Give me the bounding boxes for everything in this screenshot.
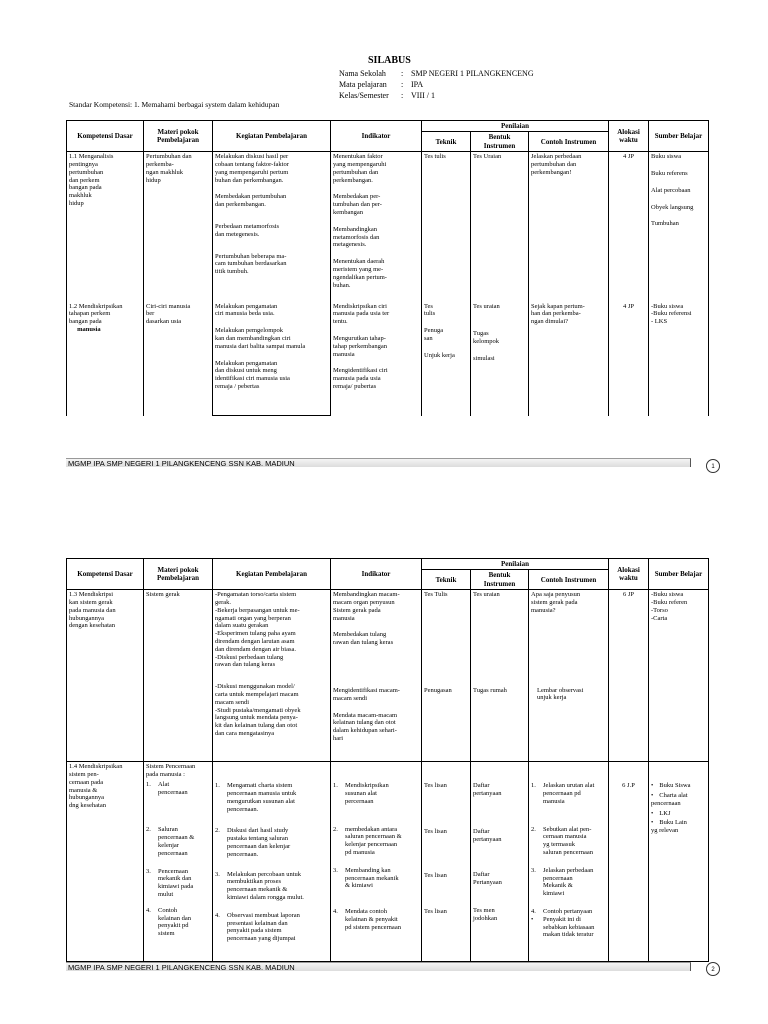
materi-cell — [144, 152, 213, 302]
bentuk-item: Daftar pertanyaan — [473, 827, 502, 843]
teknik-item: Tes Tulis — [424, 591, 448, 599]
sumber-item: Obyek langsung — [651, 203, 694, 211]
page-1 — [0, 0, 768, 480]
kegiatan-item: -Pengamatan torso/carta sistem gerak. -Bekerja berpasangan untuk me- ngamati organ yang berperan dalam suatu gerakan -Eksperimen tulang paha ayam direndam dengan larutan asam dan direndam dengan air biasa. -Diskusi perbedaan tulang rawan dan tulang keras — [215, 591, 300, 669]
kd-cell — [67, 762, 144, 962]
contoh-item: Sebutkan alat pen- cernaan manusia yg termasuk saluran pencernaan — [543, 825, 593, 856]
indikator-item: Mengidentifikasi macam- macam sendi — [333, 686, 400, 702]
kd-text: 1.4 Mendiskripsikan sistem pen- cernaan pada manusia & hubungannya dng kesehatan — [69, 763, 123, 810]
sumber-text: -Buku siswa -Buku referen -Torso -Carta — [651, 591, 688, 622]
kegiatan-item: Melakukan diskusi hasil per cobaan tentang faktor-faktor yang mempengaruhi pertum buhan dan perkembangan. — [215, 153, 289, 184]
header-row — [67, 121, 709, 132]
list-number: 1. — [146, 780, 151, 788]
indikator-item: Mendata macam-macam kelainan tulang dan otot dalam kehidupan sehari- hari — [333, 711, 398, 742]
contoh-item: Jelaskan urutan alat pencernaan pd manusia — [543, 782, 595, 805]
list-number: 2. — [333, 825, 338, 833]
contoh-item: Jelaskan perbedaan pencernaan Mekanik & kimiawi — [543, 866, 594, 898]
kd-cell — [67, 302, 144, 416]
bentuk-item: simulasi — [473, 355, 495, 363]
kegiatan-item: Observasi membuat laporan presentasi kelainan dan penyakit pada sistem pencernaan yang dijumpai — [227, 911, 300, 943]
kd-text: 1.2 Mendiskripsikan tahapan perkem bangan pada — [69, 302, 123, 326]
kd-cell — [67, 590, 144, 762]
alokasi-text: 6 J.P — [622, 782, 635, 790]
teknik-item: Tes lisan — [424, 907, 447, 915]
subject-label: Mata pelajaran — [339, 80, 387, 89]
page-2 — [0, 500, 768, 1024]
list-number: 1. — [531, 782, 536, 790]
col-bentuk: Bentuk Instrumen — [471, 132, 529, 152]
col-contoh: Contoh Instrumen — [529, 570, 609, 590]
contoh-text: Jelaskan perbedaan pertumbuhan dan perkembangan! — [531, 153, 582, 176]
document-meta — [339, 68, 534, 101]
bentuk-item: Daftar pertanyaan — [473, 782, 502, 797]
contoh-item: Contoh pertanyaan — [543, 907, 593, 915]
list-number: 2. — [531, 825, 536, 833]
sumber-item: Alat percobaan — [651, 186, 691, 194]
teknik-item: Tes tulis — [424, 302, 436, 318]
kegiatan-item: Pertumbuhan beberapa ma- cam tumbuhan berdasarkan titik tumbuh. — [215, 252, 287, 276]
col-indikator: Indikator — [331, 559, 422, 590]
contoh-cell — [529, 762, 609, 962]
indikator-item: membedakan antara saluran pencernaan & kelenjar pencernaan pd manusia — [345, 825, 402, 856]
list-number: 1. — [333, 782, 338, 790]
col-materi: Materi pokok Pembelajaran — [144, 559, 213, 590]
indikator-cell — [331, 590, 422, 762]
kegiatan-item: Perbedaan metamorfosis dan metegenesis. — [215, 222, 280, 238]
syllabus-table-2 — [66, 558, 709, 962]
colon: : — [401, 80, 404, 89]
col-teknik: Teknik — [422, 570, 471, 590]
alokasi-cell: 4 JP — [609, 152, 649, 302]
sumber-item: • Buku Lain yg relevan — [651, 819, 706, 835]
kegiatan-item: Melakukan pengamatan ciri manusia beda usia. — [215, 302, 278, 318]
subject-value: IPA — [411, 80, 424, 89]
sumber-cell — [649, 302, 709, 416]
kd-text: 1.1 Menganalisis pentingnya pertumbuhan dan perkem bangan pada makhluk hidup — [69, 153, 114, 207]
materi-item: Alat pencernaan — [158, 780, 188, 796]
list-number: 4. — [333, 908, 338, 916]
sumber-text: -Buku siswa -Buku referensi - LKS — [651, 302, 692, 326]
list-number: 4. — [215, 911, 220, 919]
kegiatan-cell — [213, 590, 331, 762]
col-sumber: Sumber Belajar — [649, 121, 709, 152]
contoh-item: Penyakit ini di sebabkan kebiasaan makan tidak teratur — [543, 915, 595, 939]
list-number: 1. — [215, 782, 220, 790]
sumber-item: Buku siswa — [651, 153, 682, 161]
list-number: 2. — [146, 826, 151, 834]
table-row — [67, 590, 709, 762]
col-alokasi: Alokasi waktu — [609, 121, 649, 152]
teknik-cell — [422, 302, 471, 416]
materi-item: Pencernaan mekanik dan kimiawi pada mulut — [158, 867, 194, 898]
indikator-item: Mendiskripsikan susunan alat percernaan — [345, 782, 389, 805]
materi-cell: Sistem gerak — [144, 590, 213, 762]
kd-text-bold: manusia — [77, 326, 101, 334]
bentuk-item: Daftar Pertanyaan — [473, 871, 502, 887]
standard-competency: Standar Kompetensi: 1. Memahami berbagai system dalam kehidupan — [69, 100, 280, 109]
colon: : — [401, 69, 404, 78]
alokasi-cell: 4 JP — [609, 302, 649, 416]
teknik-item: Penugasan — [424, 686, 452, 694]
kegiatan-item: Melakukan pemgelompok kan dan membandingkan ciri manusia dari balita sampai manula — [215, 327, 306, 350]
teknik-item: Tes lisan — [424, 827, 447, 835]
kegiatan-cell — [213, 762, 331, 962]
sumber-item: • Charta alat pencernaan — [651, 792, 706, 808]
bentuk-cell: Tes Uraian — [471, 152, 529, 302]
col-materi: Materi pokok Pembelajaran — [144, 121, 213, 152]
list-number: 3. — [531, 866, 536, 874]
sumber-item: Tumbuhan — [651, 220, 679, 228]
page-number: 2 — [706, 962, 720, 976]
col-kd: Kompetensi Dasar — [67, 121, 144, 152]
materi-head: Sistem Pencernaan pada manusia : — [146, 763, 196, 778]
alokasi-cell: 6 JP — [609, 590, 649, 762]
teknik-item: Unjuk kerja — [424, 351, 455, 359]
sumber-item: • LKJ — [651, 810, 706, 818]
class-value: VIII / 1 — [411, 91, 435, 100]
indikator-item: Membedakan per- tumbuhan dan per- kembangan — [333, 193, 382, 216]
sumber-cell — [649, 152, 709, 302]
indikator-item: Membanding kan pencernaan mekanik & kimiawi — [345, 866, 399, 890]
kegiatan-item: Melakukan percobaan untuk membuktikan proses pencernaan mekanik & kimiawi dalam rongga mulut. — [227, 870, 304, 901]
bentuk-item: Tes uraian — [473, 591, 500, 599]
page-title: SILABUS — [368, 55, 411, 66]
indikator-item: Membandingkan macam- macam organ penyusun Sistem gerak pada manusia — [333, 591, 400, 622]
school-value: SMP NEGERI 1 PILANGKENCENG — [411, 69, 534, 78]
materi-cell — [144, 762, 213, 962]
page-footer: MGMP IPA SMP NEGERI 1 PILANGKENCENG SSN KAB. MADIUN — [66, 962, 691, 971]
sumber-item: Buku referens — [651, 169, 688, 177]
list-number: 3. — [146, 867, 151, 875]
table-row — [67, 762, 709, 962]
col-indikator: Indikator — [331, 121, 422, 152]
indikator-item: Membedakan tulang rawan dan tulang keras — [333, 631, 394, 647]
table-row — [67, 302, 709, 416]
class-label: Kelas/Semester — [339, 91, 389, 100]
list-number: 2. — [215, 827, 220, 835]
teknik-cell — [422, 762, 471, 962]
indikator-item: Membandingkan metamorfosis dan metagenesis. — [333, 225, 380, 249]
sumber-cell — [649, 590, 709, 762]
materi-text: Ciri-ciri manusia ber dasarkan usia — [146, 302, 191, 326]
kegiatan-item: -Diskusi menggunakan model/ carta untuk mempelajari macam macam sendi -Studi pustaka/mengamati obyek langsung untuk mendata penya- kit dan kelainan tulang dan otot dan cara mengatasinya — [215, 683, 301, 737]
header-row — [67, 559, 709, 570]
bentuk-item: Tugas rumah — [473, 686, 507, 694]
col-kd: Kompetensi Dasar — [67, 559, 144, 590]
materi-item: Contoh kelainan dan penyakit pd sistem — [158, 906, 192, 938]
contoh-item: Lembar observasi unjuk kerja — [537, 686, 584, 702]
col-kegiatan: Kegiatan Pembelajaran — [213, 121, 331, 152]
col-contoh: Contoh Instrumen — [529, 132, 609, 152]
teknik-item: Penuga san — [424, 327, 444, 343]
col-penilaian: Penilaian — [422, 121, 609, 132]
contoh-cell — [529, 590, 609, 762]
list-number: 3. — [215, 870, 220, 878]
kd-cell — [67, 152, 144, 302]
bentuk-item: Tes uraian — [473, 302, 500, 310]
indikator-cell — [331, 152, 422, 302]
indikator-item: Menentukan daerah meristem yang me- ngendalikan pertum- buhan. — [333, 258, 387, 289]
syllabus-table-1 — [66, 120, 709, 416]
indikator-cell — [331, 762, 422, 962]
materi-text: Pertumbuhan dan perkemba- ngan makhluk hidup — [146, 153, 192, 184]
contoh-text: Sejak kapan pertum- han dan perkemba- ngan dimulai? — [531, 302, 585, 326]
teknik-cell — [422, 590, 471, 762]
colon: : — [401, 91, 404, 100]
teknik-item: Tes lisan — [424, 782, 447, 790]
kegiatan-item: Mengamati charta sistem pencernaan manusia untuk mengurutkan susunan alat pencernaan. — [227, 782, 297, 813]
bullet: • — [531, 915, 534, 923]
list-number: 3. — [333, 866, 338, 874]
page-number: 1 — [706, 459, 720, 473]
bentuk-cell — [471, 762, 529, 962]
sumber-item: • Buku Siswa — [651, 782, 706, 790]
teknik-item: Tes lisan — [424, 871, 447, 879]
materi-cell — [144, 302, 213, 416]
kegiatan-cell — [213, 152, 331, 302]
sumber-cell — [649, 762, 709, 962]
kegiatan-item: Melakukan pengamatan dan diskusi untuk meng identifikasi ciri manusia usia remaja / pebertas — [215, 359, 290, 391]
indikator-item: Mendiskripsikan ciri manusia pada usia ter tentu. — [333, 302, 390, 326]
school-label: Nama Sekolah — [339, 69, 386, 78]
page-footer: MGMP IPA SMP NEGERI 1 PILANGKENCENG SSN KAB. MADIUN — [66, 458, 691, 467]
kd-text: 1.3 Mendiskripsi kan sistem gerak pada manusia dan hubungannya dengan kesehatan — [69, 591, 116, 630]
contoh-item: Apa saja penyusun sistem gerak pada manusia? — [531, 591, 581, 614]
kegiatan-cell — [213, 302, 331, 416]
col-teknik: Teknik — [422, 132, 471, 152]
indikator-cell — [331, 302, 422, 416]
bentuk-item: Tes men jodohkan — [473, 906, 498, 922]
list-number: 4. — [146, 906, 151, 914]
col-sumber: Sumber Belajar — [649, 559, 709, 590]
col-bentuk: Bentuk Instrumen — [471, 570, 529, 590]
indikator-item: Menentukan faktor yang mempengaruhi pertumbuhan dan perkembangan. — [333, 153, 387, 184]
table-row — [67, 152, 709, 302]
contoh-cell — [529, 302, 609, 416]
contoh-cell — [529, 152, 609, 302]
teknik-cell: Tes tulis — [422, 152, 471, 302]
bentuk-cell — [471, 302, 529, 416]
materi-item: Saluran pencernaan & kelenjar pencernaan — [158, 826, 195, 857]
indikator-item: Mendata contoh kelainan & penyakit pd sistem pencernaan — [345, 908, 401, 931]
bentuk-cell — [471, 590, 529, 762]
bentuk-item: Tugas kelompok — [473, 330, 499, 346]
kegiatan-item: Membedakan pertumbuhan dan perkembangan. — [215, 193, 287, 209]
col-alokasi: Alokasi waktu — [609, 559, 649, 590]
col-kegiatan: Kegiatan Pembelajaran — [213, 559, 331, 590]
list-number: 4. — [531, 907, 536, 915]
kegiatan-item: Diskusi dari hasil study pustaka tentang saluran pencernaan dan kelenjar pencernaan. — [227, 827, 291, 858]
alokasi-cell — [609, 762, 649, 962]
col-penilaian: Penilaian — [422, 559, 609, 570]
indikator-item: Mengurutkan tahap- tahap perkembangan manusia — [333, 335, 387, 358]
indikator-item: Mengidentifikasi ciri manusia pada usia remaja/ pubertas — [333, 367, 388, 391]
